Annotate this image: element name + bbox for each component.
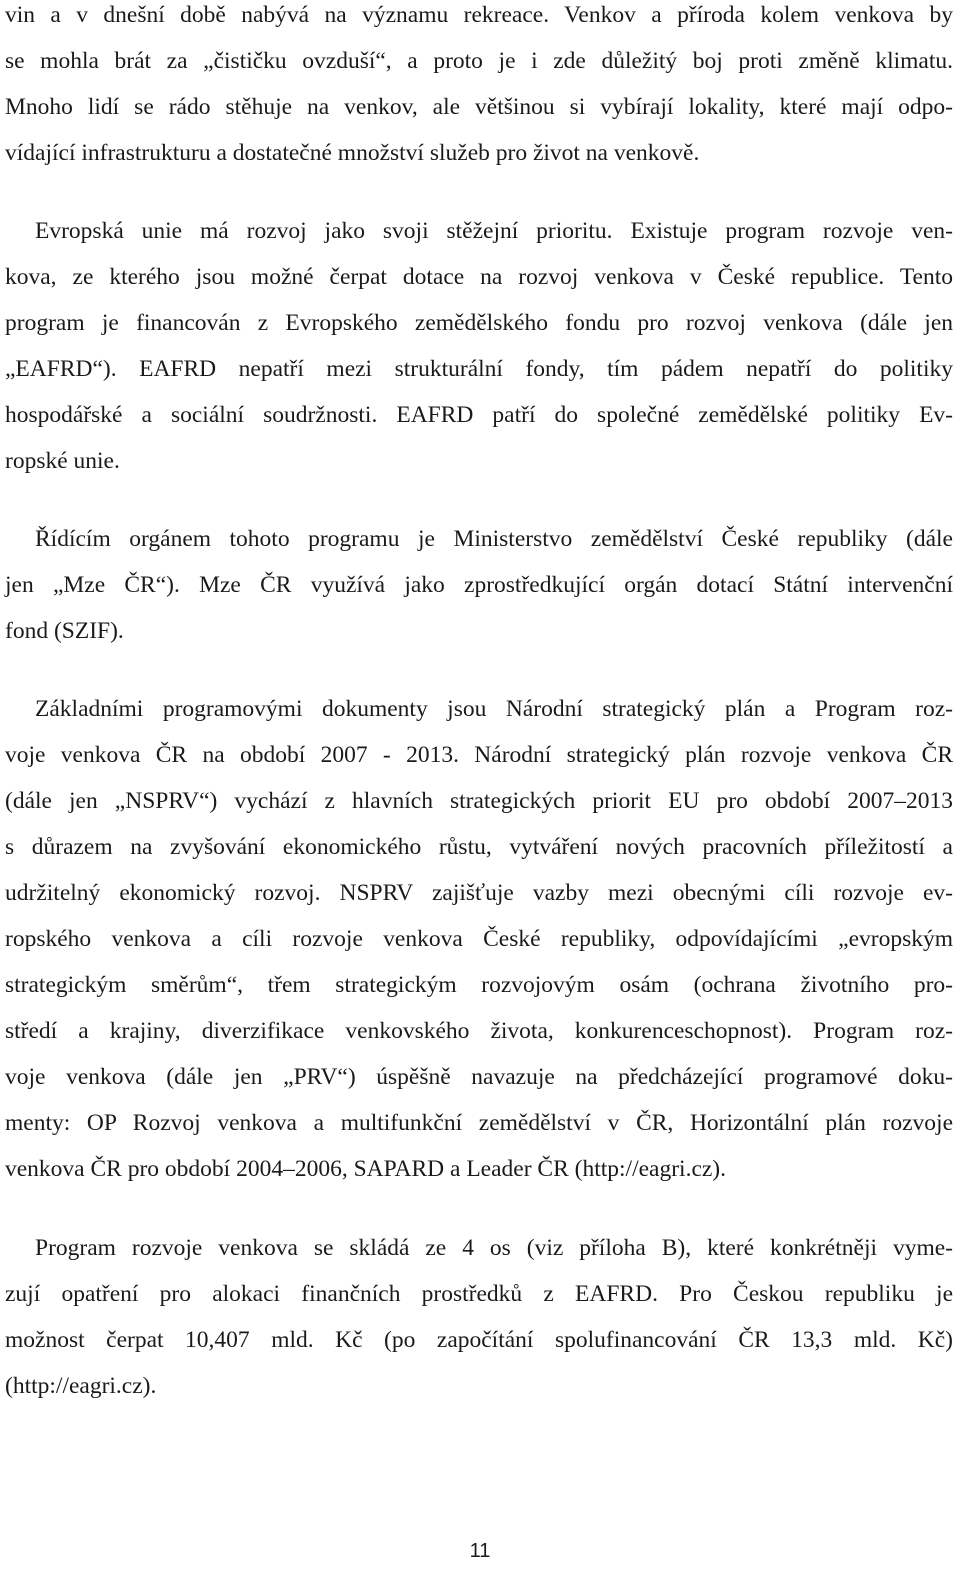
paragraph-line: program je financován z Evropského zemědělského fondu pro rozvoj venkova (dále jen <box>5 310 953 336</box>
paragraph-line: s důrazem na zvyšování ekonomického růstu, vytváření nových pracovních příležitostí a <box>5 834 953 860</box>
paragraph-line: menty: OP Rozvoj venkova a multifunkční zemědělství v ČR, Horizontální plán rozvoje <box>5 1110 953 1136</box>
paragraph-line: se mohla brát za „čističku ovzduší“, a proto je i zde důležitý boj proti změně klimatu. <box>5 48 953 74</box>
paragraph-line: jen „Mze ČR“). Mze ČR využívá jako zprostředkující orgán dotací Státní intervenční <box>5 572 953 598</box>
paragraph-line: středí a krajiny, diverzifikace venkovského života, konkurenceschopnost). Program roz- <box>5 1018 953 1044</box>
paragraph-line: Evropská unie má rozvoj jako svoji stěžejní prioritu. Existuje program rozvoje ven- <box>35 218 953 244</box>
paragraph-line: Základními programovými dokumenty jsou Národní strategický plán a Program roz- <box>35 696 953 722</box>
paragraph-line: Řídícím orgánem tohoto programu je Ministerstvo zemědělství České republiky (dále <box>35 526 953 552</box>
paragraph-line: ropského venkova a cíli rozvoje venkova České republiky, odpovídajícími „evropským <box>5 926 953 952</box>
paragraph-line: „EAFRD“). EAFRD nepatří mezi strukturální fondy, tím pádem nepatří do politiky <box>5 356 953 382</box>
paragraph-line: vin a v dnešní době nabývá na významu rekreace. Venkov a příroda kolem venkova by <box>5 2 953 28</box>
paragraph-line: kova, ze kterého jsou možné čerpat dotace na rozvoj venkova v České republice. Tento <box>5 264 953 290</box>
paragraph-line: zují opatření pro alokaci finančních prostředků z EAFRD. Pro Českou republiku je <box>5 1281 953 1307</box>
paragraph-line: voje venkova ČR na období 2007 - 2013. Národní strategický plán rozvoje venkova ČR <box>5 742 953 768</box>
paragraph-line: Program rozvoje venkova se skládá ze 4 os (viz příloha B), které konkrétněji vyme- <box>35 1235 953 1261</box>
paragraph-line: Mnoho lidí se rádo stěhuje na venkov, ale většinou si vybírají lokality, které mají odpo- <box>5 94 953 120</box>
paragraph-line: vídající infrastrukturu a dostatečné množství služeb pro život na venkově. <box>5 140 700 166</box>
page-number: 11 <box>469 1540 491 1562</box>
paragraph-line: hospodářské a sociální soudržnosti. EAFRD patří do společné zemědělské politiky Ev- <box>5 402 953 428</box>
paragraph-line: (dále jen „NSPRV“) vychází z hlavních strategických priorit EU pro období 2007–2013 <box>5 788 953 814</box>
paragraph-line: udržitelný ekonomický rozvoj. NSPRV zajišťuje vazby mezi obecnými cíli rozvoje ev- <box>5 880 953 906</box>
paragraph-line: (http://eagri.cz). <box>5 1373 157 1399</box>
paragraph-line: fond (SZIF). <box>5 618 124 644</box>
paragraph-line: možnost čerpat 10,407 mld. Kč (po započítání spolufinancování ČR 13,3 mld. Kč) <box>5 1327 953 1353</box>
paragraph-line: venkova ČR pro období 2004–2006, SAPARD a Leader ČR (http://eagri.cz). <box>5 1156 727 1182</box>
paragraph-line: ropské unie. <box>5 448 120 474</box>
paragraph-line: voje venkova (dále jen „PRV“) úspěšně navazuje na předcházející programové doku- <box>5 1064 953 1090</box>
paragraph-line: strategickým směrům“, třem strategickým rozvojovým osám (ochrana životního pro- <box>5 972 953 998</box>
